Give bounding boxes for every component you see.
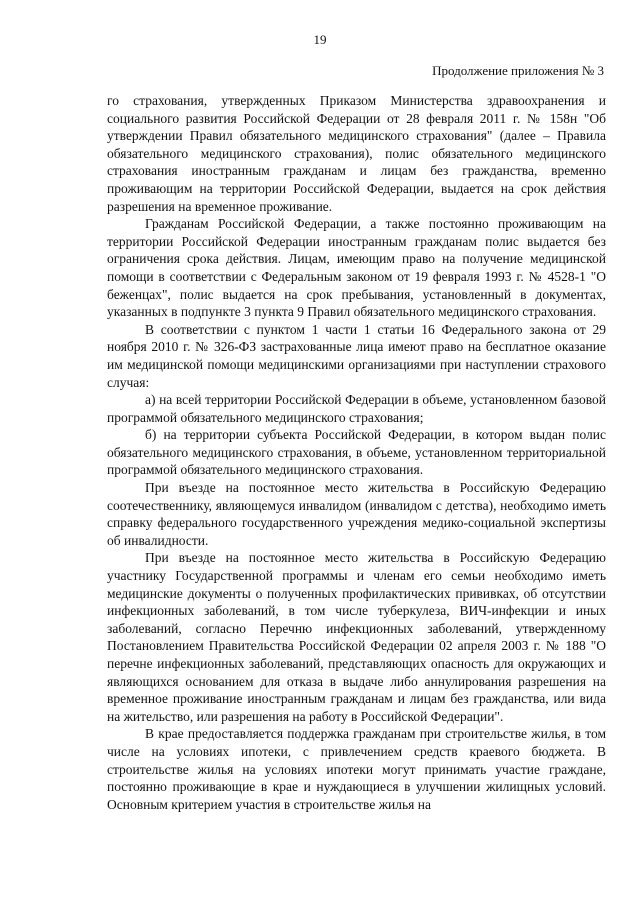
page-number: 19	[313, 32, 327, 47]
paragraph-1: го страхования, утвержденных Приказом Министерства здравоохранения и социального развития Российской Федерации от 28 февраля 2011 г. № 158н "Об утверждении Правил обязательного медицинского страхования" (далее – Правила обязательного медицинского страхования), полис обязательного медицинского страхования иностранным гражданам и лицам без гражданства, временно проживающим на территории Российской Федерации, выдается на срок действия разрешения на временное проживание.	[107, 93, 606, 214]
paragraph-2: Гражданам Российской Федерации, а также постоянно проживающим на территории Российской Федерации иностранным гражданам полис выдается без ограничения срока действия. Лицам, имеющим право на получение медицинской помощи в соответствии с Федеральным законом от 19 февраля 1993 г. № 4528-1 "О беженцах", полис выдается на срок пребывания, установленный в документах, указанных в подпункте 3 пункта 9 Правил обязательного медицинского страхования.	[107, 216, 606, 320]
paragraph-6: При въезде на постоянное место жительства в Российскую Федерацию соотечественнику, являющемуся инвалидом (инвалидом с детства), необходимо иметь справку федерального государственного учреждения медико-социальной экспертизы об инвалидности.	[107, 480, 606, 548]
paragraph-3: В соответствии с пунктом 1 части 1 статьи 16 Федерального закона от 29 ноября 2010 г. № 326-ФЗ застрахованные лица имеют право на бесплатное оказание им медицинской помощи медицинскими организациями при наступлении страхового случая:	[107, 321, 606, 390]
body-text	[107, 92, 606, 813]
paragraph-8: В крае предоставляется поддержка гражданам при строительстве жилья, в том числе на условиях ипотеки, с привлечением средств краевого бюджета. В строительстве жилья на условиях ипотеки могут принимать участие граждане, постоянно проживающие в крае и нуждающиеся в улучшении жилищных условий. Основным критерием участия в строительстве жилья на	[107, 726, 606, 812]
paragraph-7: При въезде на постоянное место жительства в Российскую Федерацию участнику Государственной программы и членам его семьи необходимо иметь медицинские документы о полученных профилактических прививках, об отсутствии инфекционных заболеваний, в том числе туберкулеза, ВИЧ-инфекции и иных заболеваний, согласно Перечню инфекционных заболеваний, утвержденному Постановлением Правительства Российской Федерации 02 апреля 2003 г. № 188 "О перечне инфекционных заболеваний, представляющих опасность для окружающих и являющихся основанием для отказа в выдаче либо аннулирования разрешения на временное проживание иностранным гражданам и лицам без гражданства, или вида на жительство, или разрешения на работу в Российской Федерации".	[107, 550, 606, 724]
paragraph-4-list-item-a: а) на всей территории Российской Федерации в объеме, установленном базовой программой обязательного медицинского страхования;	[107, 392, 606, 425]
appendix-continuation-label: Продолжение приложения № 3	[432, 63, 604, 78]
paragraph-5-list-item-b: б) на территории субъекта Российской Федерации, в котором выдан полис обязательного медицинского страхования, в объеме, установленном территориальной программой обязательного медицинского страхования.	[107, 427, 606, 478]
